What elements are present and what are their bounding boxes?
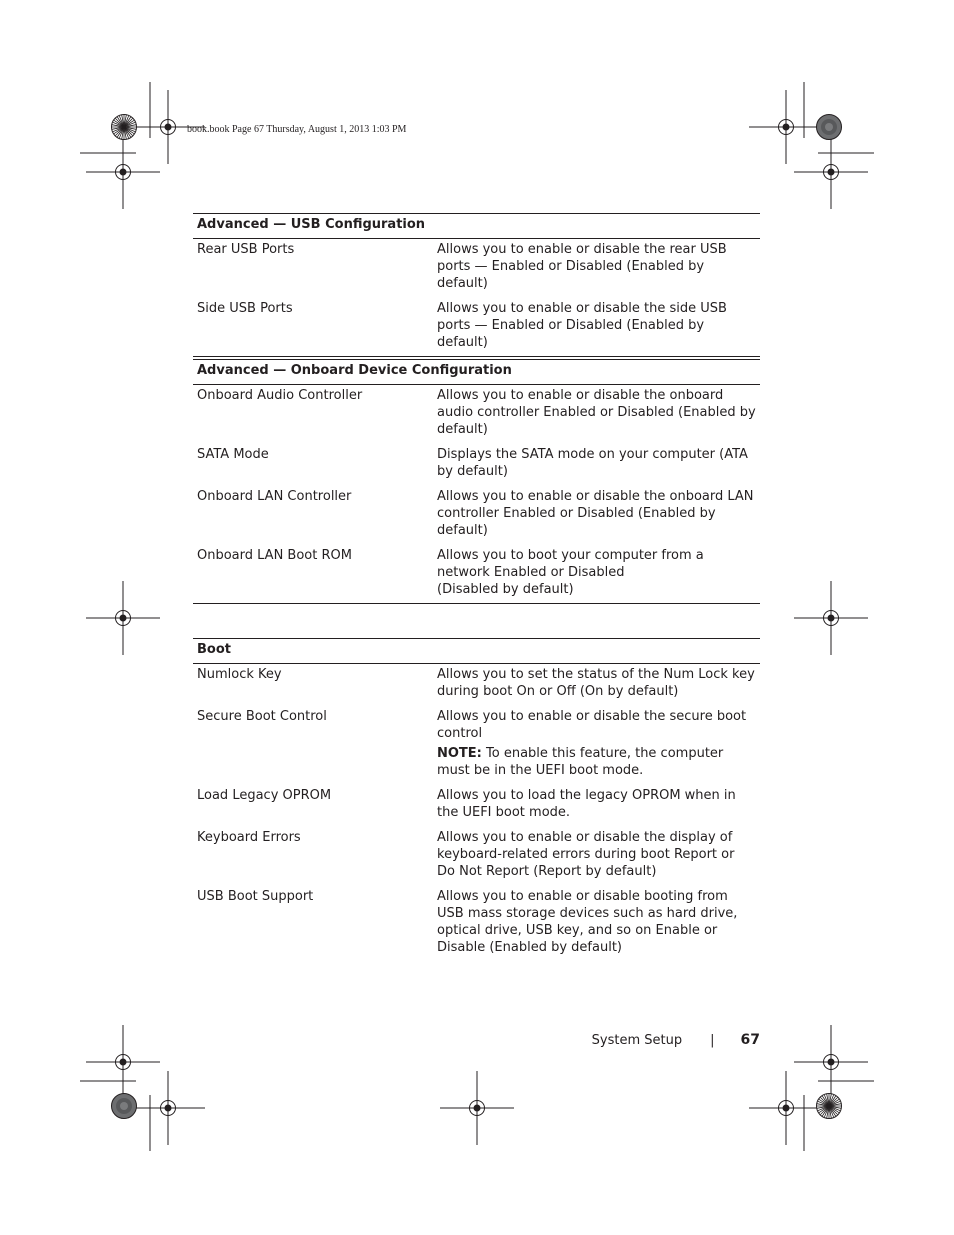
table-row [193,787,760,829]
option-name: SATA Mode [197,447,269,462]
option-name: Onboard Audio Controller [197,388,363,403]
page-footer [592,1032,760,1048]
option-name: Onboard LAN Controller [197,489,352,504]
note-text: To enable this feature, the computer must be in the UEFI boot mode. [437,746,724,778]
boot-table [193,638,760,964]
option-name: Onboard LAN Boot ROM [193,547,433,604]
option-name: Numlock Key [197,667,282,682]
option-name: Side USB Ports [193,300,433,357]
onboard-device-configuration-table [193,359,760,604]
table-row [193,829,760,888]
option-description: Allows you to load the legacy OPROM when in the UEFI boot mode. [437,788,736,820]
usb-configuration-table [193,213,760,357]
table-row [193,385,760,447]
option-name: USB Boot Support [197,889,314,904]
option-description: Allows you to enable or disable the display of keyboard-related errors during boot Report or Do Not Report (Report by default) [437,830,735,879]
page-number: 67 [740,1032,760,1048]
description-text: Allows you to boot your computer from a network Enabled or Disabled [437,548,704,580]
note [437,745,756,779]
table-title: Advanced — USB Configuration [193,214,760,239]
table-title: Advanced — Onboard Device Configuration [193,360,760,385]
option-name: Load Legacy OPROM [197,788,332,803]
option-description: Allows you to enable or disable booting from USB mass storage devices such as hard drive, optical drive, USB key, and so on Enable or Disable (Enabled by default) [437,889,738,955]
section-name: System Setup [591,1033,683,1048]
option-description: Allows you to set the status of the Num Lock key during boot On or Off (On by default) [437,667,755,699]
table-row [193,708,760,787]
table-row [193,300,760,357]
option-description: Allows you to enable or disable the onboard LAN controller Enabled or Disabled (Enabled by default) [437,489,754,538]
option-name: Keyboard Errors [197,830,301,845]
option-name: Rear USB Ports [197,242,295,257]
note-label: NOTE: [437,746,482,761]
table-row [193,446,760,488]
option-description: Allows you to enable or disable the onboard audio controller Enabled or Disabled (Enabled by default) [437,388,756,437]
description-text: Allows you to enable or disable the secure boot control [437,709,747,741]
option-description: Allows you to enable or disable the side USB ports — Enabled or Disabled (Enabled by default) [433,300,760,357]
option-description [433,547,760,604]
table-row [193,888,760,964]
table-title: Boot [193,639,760,664]
option-description: Displays the SATA mode on your computer (ATA by default) [437,447,748,479]
footer-separator: | [710,1033,715,1048]
option-description: Allows you to enable or disable the rear USB ports — Enabled or Disabled (Enabled by default) [437,242,727,291]
print-slug: book.book Page 67 Thursday, August 1, 2013 1:03 PM [187,124,407,135]
table-row [193,488,760,547]
table-row [193,664,760,709]
option-name: Secure Boot Control [197,709,327,724]
table-row [193,239,760,301]
option-description [433,708,760,787]
description-default: (Disabled by default) [437,582,574,597]
table-row [193,547,760,604]
